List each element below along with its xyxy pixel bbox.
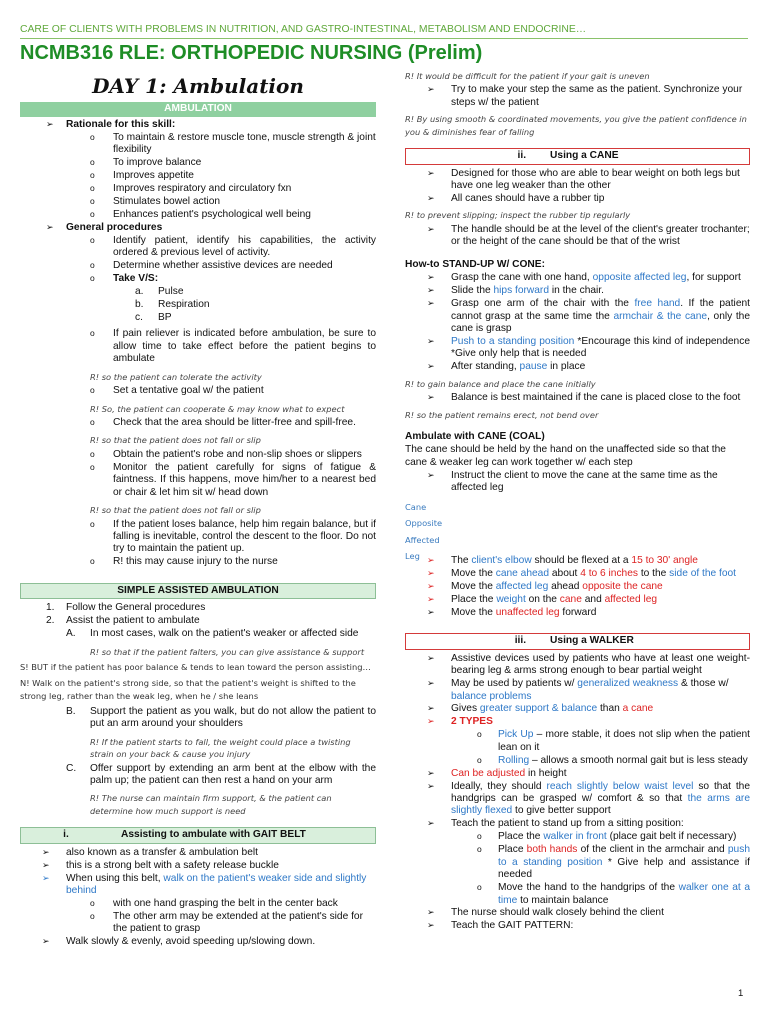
coal-word: Affected <box>405 534 440 545</box>
coal-word: Opposite <box>405 518 443 529</box>
list-item: o Place both hands of the client in the armchair and push to a standing position * Give help and assistance if needed <box>477 844 750 881</box>
list-item: ➢ Assistive devices used by patients who have at least one weight-bearing leg & arms strong enough to bear partial weight <box>427 652 750 677</box>
list-item: ➢ Balance is best maintained if the cane is placed close to the foot <box>427 392 741 404</box>
list-item: o To maintain & restore muscle tone, muscle strength & joint flexibility <box>90 131 376 156</box>
rationale-note: R! By using smooth & coordinated movements, you give the patient confidence in you & diminishes fear of falling <box>405 114 747 137</box>
list-item: ➢ Can be adjusted in height <box>427 767 567 779</box>
list-item: ➢ Grasp the cane with one hand, opposite affected leg, for support <box>427 272 741 284</box>
list-item: o Check that the area should be litter-free and spill-free. <box>90 416 356 428</box>
list-item: ➢ May be used by patients w/ generalized weakness & those w/ balance problems <box>427 678 729 702</box>
rationale-note: R! so that the patient does not fall or slip <box>90 505 261 516</box>
list-item: o The other arm may be extended at the patient's side for the patient to grasp <box>90 910 363 935</box>
rationale-note: R! The nurse can maintain firm support, & the patient can determine how much support is need <box>90 793 332 816</box>
list-item: o To improve balance <box>90 157 202 169</box>
list-item: ➢ Place the weight on the cane and affected leg <box>427 593 658 605</box>
list-item: ➢ The client's elbow should be flexed at a 15 to 30' angle <box>427 555 698 567</box>
list-item: ➢ Move the affected leg ahead opposite the cane <box>427 580 663 592</box>
list-item: ➢ this is a strong belt with a safety release buckle <box>42 859 279 871</box>
day-title: DAY 1: Ambulation <box>92 74 304 98</box>
list-item: ➢ Move the unaffected leg forward <box>427 606 597 618</box>
standup-heading: How-to STAND-UP W/ CONE: <box>405 258 545 270</box>
rationale-note: R! so that the patient does not fall or slip <box>90 435 261 446</box>
ambulation-bar: AMBULATION <box>20 102 376 116</box>
rationale-note: R! If the patient starts to fall, the weight could place a twisting strain on your back & cause you injury <box>90 736 351 760</box>
list-item: ➢ Instruct the client to move the cane at the same time as the affected leg <box>427 469 718 494</box>
list-item: b. Respiration <box>135 298 210 310</box>
list-item: o Improves appetite <box>90 170 194 182</box>
list-item: o Enhances patient's psychological well being <box>90 208 311 220</box>
coal-word: Cane <box>405 501 427 512</box>
list-item: o Move the hand to the handgrips of the walker one at a time to maintain balance <box>477 882 750 906</box>
list-item: 2. Assist the patient to ambulate <box>46 615 200 627</box>
list-item: ➢ Gives greater support & balance than a cane <box>427 703 654 715</box>
running-header: CARE OF CLIENTS WITH PROBLEMS IN NUTRITION, AND GASTRO-INTESTINAL, METABOLISM AND ENDOCRINE… <box>20 24 748 39</box>
rationale-note: R! to prevent slipping; inspect the rubber tip regularly <box>405 210 631 221</box>
walker-heading: iii. Using a WALKER <box>405 633 750 649</box>
coal-text: The cane should be held by the hand on the unaffected side so that the cane & weaker leg can work together w/ each step <box>405 444 726 468</box>
rationale-note: R! So, the patient can cooperate & may know what to expect <box>90 403 345 414</box>
list-item: ➢ 2 TYPES <box>427 716 493 728</box>
list-item: o Pick Up – more stable, it does not slip when the patient lean on it <box>477 729 750 753</box>
list-item: o Obtain the patient's robe and non-slip shoes or slippers <box>90 448 362 460</box>
list-item: o Place the walker in front (place gait belt if necessary) <box>477 831 737 843</box>
cane-heading: ii. Using a CANE <box>405 148 750 164</box>
list-item: ➢ The handle should be at the level of the client's greater trochanter; or the height of the cane should be that of the wrist <box>427 223 750 248</box>
list-item: ➢ The nurse should walk closely behind the client <box>427 907 664 919</box>
general-heading: ➢ General procedures <box>46 221 163 233</box>
list-item: ➢ When using this belt, walk on the patient's weaker side and slightly behind <box>42 872 367 896</box>
list-item: ➢ Grasp one arm of the chair with the free hand. If the patient cannot grasp at the same time the armchair & the cane, only the cane is grasp <box>427 298 751 334</box>
list-item: o Improves respiratory and circulatory fxn <box>90 183 292 195</box>
right-column <box>405 70 750 933</box>
list-item: o with one hand grasping the belt in the center back <box>90 897 338 909</box>
coal-word: Leg <box>405 551 420 562</box>
left-column <box>20 66 376 949</box>
list-item: o Stimulates bowel action <box>90 195 221 207</box>
list-item: a. Pulse <box>135 286 184 298</box>
rationale-note: R! so that if the patient falters, you can give assistance & support <box>90 646 365 657</box>
list-item: o If the patient loses balance, help him regain balance, but if falling is inevitable, control the descent to the floor. Do not try to maintain the patient up. <box>90 518 376 555</box>
list-item: C. Offer support by extending an arm bent at the elbow with the palm up; the patient can then rest a hand on your arm <box>66 762 376 786</box>
rationale-note: R! It would be difficult for the patient if your gait is uneven <box>405 71 650 81</box>
rationale-note: R! so the patient remains erect, not bend over <box>405 409 599 420</box>
list-item: ➢ Ideally, they should reach slightly below waist level so that the handgrips can be grasped w/ comfort & so that the arms are slightly flexed to give better support <box>427 780 750 817</box>
list-item: o Set a tentative goal w/ the patient <box>90 385 264 397</box>
list-item: o Monitor the patient carefully for signs of fatigue & faintness. If this happens, move him/her to a nearest bed or chair & let him sit w/ head down <box>90 461 376 498</box>
list-item: A. In most cases, walk on the patient's weaker or affected side <box>66 628 359 640</box>
list-item: o R! this may cause injury to the nurse <box>90 556 278 568</box>
list-item: o Determine whether assistive devices are needed <box>90 260 333 272</box>
list-item: ➢ also known as a transfer & ambulation belt <box>42 846 258 858</box>
list-item: o Identify patient, identify his capabilities, the activity ordered & previous level of activity. <box>90 234 376 259</box>
list-item: ➢ Push to a standing position *Encourage this kind of independence *Give only help that is needed <box>427 335 750 360</box>
list-item: ➢ Move the cane ahead about 4 to 6 inches to the side of the foot <box>427 568 737 579</box>
s-note: S! BUT if the patient has poor balance & tends to lean toward the person assisting… <box>20 661 371 672</box>
page-title: NCMB316 RLE: ORTHOPEDIC NURSING (Prelim) <box>20 42 483 64</box>
list-item: o If pain reliever is indicated before ambulation, be sure to allow time to take effect before the patient begins to ambulate <box>90 328 376 365</box>
rationale-heading: ➢ Rationale for this skill: <box>46 118 176 130</box>
list-item: B. Support the patient as you walk, but do not allow the patient to put an arm around your shoulders <box>66 705 376 730</box>
gait-belt-heading: i. Assisting to ambulate with GAIT BELT <box>20 827 376 843</box>
list-item: ➢ Teach the GAIT PATTERN: <box>427 920 574 932</box>
coal-heading: Ambulate with CANE (COAL) <box>405 431 545 442</box>
list-item: o Rolling – allows a smooth normal gait but is less steady <box>477 754 748 766</box>
list-item: ➢ Try to make your step the same as the patient. Synchronize your steps w/ the patient <box>427 84 743 108</box>
list-item: ➢ Designed for those who are able to bear weight on both legs but have one leg weaker than the other <box>427 167 740 192</box>
list-item: o Take V/S: <box>90 273 159 285</box>
list-item: ➢ Walk slowly & evenly, avoid speeding up/slowing down. <box>42 936 316 948</box>
list-item: ➢ Teach the patient to stand up from a sitting position: <box>427 818 684 830</box>
rationale-note: R! so the patient can tolerate the activity <box>90 371 262 382</box>
n-note: N! Walk on the patient's strong side, so that the patient's weight is shifted to the strong leg, rather than the weak leg, when he / she leans <box>20 678 356 702</box>
page-number: 1 <box>738 988 744 999</box>
list-item: ➢ After standing, pause in place <box>427 361 586 373</box>
list-item: ➢ Slide the hips forward in the chair. <box>427 285 604 297</box>
list-item: ➢ All canes should have a rubber tip <box>427 193 605 204</box>
rationale-note: R! to gain balance and place the cane initially <box>405 378 596 389</box>
list-item: c. BP <box>135 311 172 323</box>
simple-assisted-heading: SIMPLE ASSISTED AMBULATION <box>20 583 376 599</box>
list-item: 1. Follow the General procedures <box>46 602 206 614</box>
